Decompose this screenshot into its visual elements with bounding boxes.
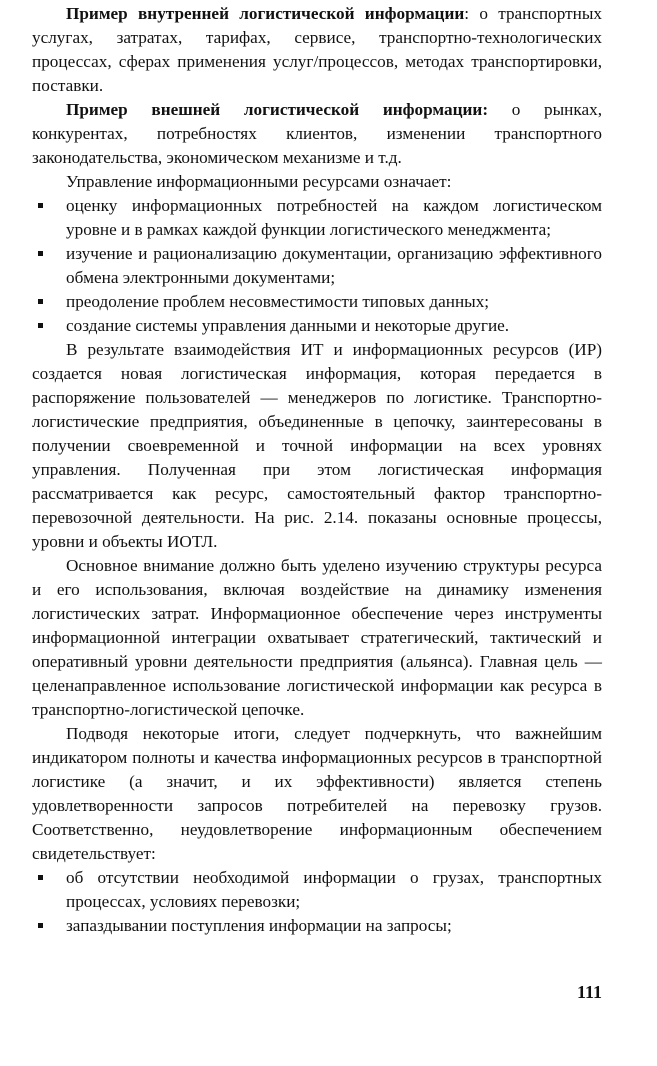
list-item-text: преодоление проблем несовместимости типовых данных; — [66, 292, 490, 311]
list-item — [32, 914, 602, 938]
paragraph-summary: Подводя некоторые итоги, следует подчеркнуть, что важнейшим индикатором полноты и качества информационных ресурсов в транспортной логистике (а значит, и их эффективности) является степень удовлетворенности запросов потребителей на перевозку грузов. Соответственно, неудовлетворение информационным обеспечением свидетельствует: — [32, 724, 602, 863]
paragraph-resource-management: Управление информационными ресурсами означает: — [66, 172, 452, 191]
list-item — [32, 242, 602, 290]
list-item — [32, 290, 602, 314]
paragraph-external-info-text: о рынках, конкурентах, потребностях клиентов, изменении транспортного законодательства, экономическом механизме и т.д. — [32, 100, 602, 167]
paragraph-external-info — [32, 98, 602, 170]
list-item — [32, 194, 602, 242]
list-item-text: запаздывании поступления информации на запросы; — [66, 916, 452, 935]
paragraph-external-info-heading: Пример внешней логистической информации: — [66, 100, 489, 119]
list-item-text: оценку информационных потребностей на каждом логистическом уровне и в рамках каждой функции логистического менеджмента; — [66, 196, 602, 239]
list-item-text: изучение и рационализацию документации, организацию эффективного обмена электронными документами; — [66, 244, 602, 287]
paragraph-internal-info-text: : о транспортных услугах, затратах, тарифах, сервисе, транспортно-технологических процессах, сферах применения услуг/процессов, методах транспортировки, поставки. — [32, 4, 602, 95]
paragraph-internal-info-heading: Пример внутренней логистической информации — [66, 4, 465, 23]
list-item — [32, 866, 602, 914]
document-page — [32, 2, 602, 938]
page-number: 111 — [576, 982, 602, 1002]
list-item — [32, 314, 602, 338]
list-item-text: создание системы управления данными и некоторые другие. — [66, 316, 510, 335]
paragraph-resource-structure: Основное внимание должно быть уделено изучению структуры ресурса и его использования, включая воздействие на динамику изменения логистических затрат. Информационное обеспечение через инструменты информационной интеграции охватывает стратегический, тактический и оперативный уровни деятельности предприятия (альянса). Главная цель — целенаправленное использование логистической информации как ресурса в транспортно-логистической цепочке. — [32, 556, 602, 719]
list-item-text: об отсутствии необходимой информации о грузах, транспортных процессах, условиях перевозки; — [66, 868, 602, 911]
dissatisfaction-list — [32, 866, 602, 938]
paragraph-it-interaction: В результате взаимодействия ИТ и информационных ресурсов (ИР) создается новая логистическая информация, которая передается в распоряжение пользователей — менеджеров по логистике. Транспортно-логистические предприятия, объединенные в цепочку, заинтересованы в получении своевременной и точной информации на всех уровнях управления. Полученная при этом логистическая информация рассматривается как ресурс, самостоятельный фактор транспортно-перевозочной деятельности. На рис. 2.14. показаны основные процессы, уровни и объекты ИОТЛ. — [32, 340, 602, 551]
resource-management-list — [32, 194, 602, 338]
paragraph-internal-info — [32, 2, 602, 98]
